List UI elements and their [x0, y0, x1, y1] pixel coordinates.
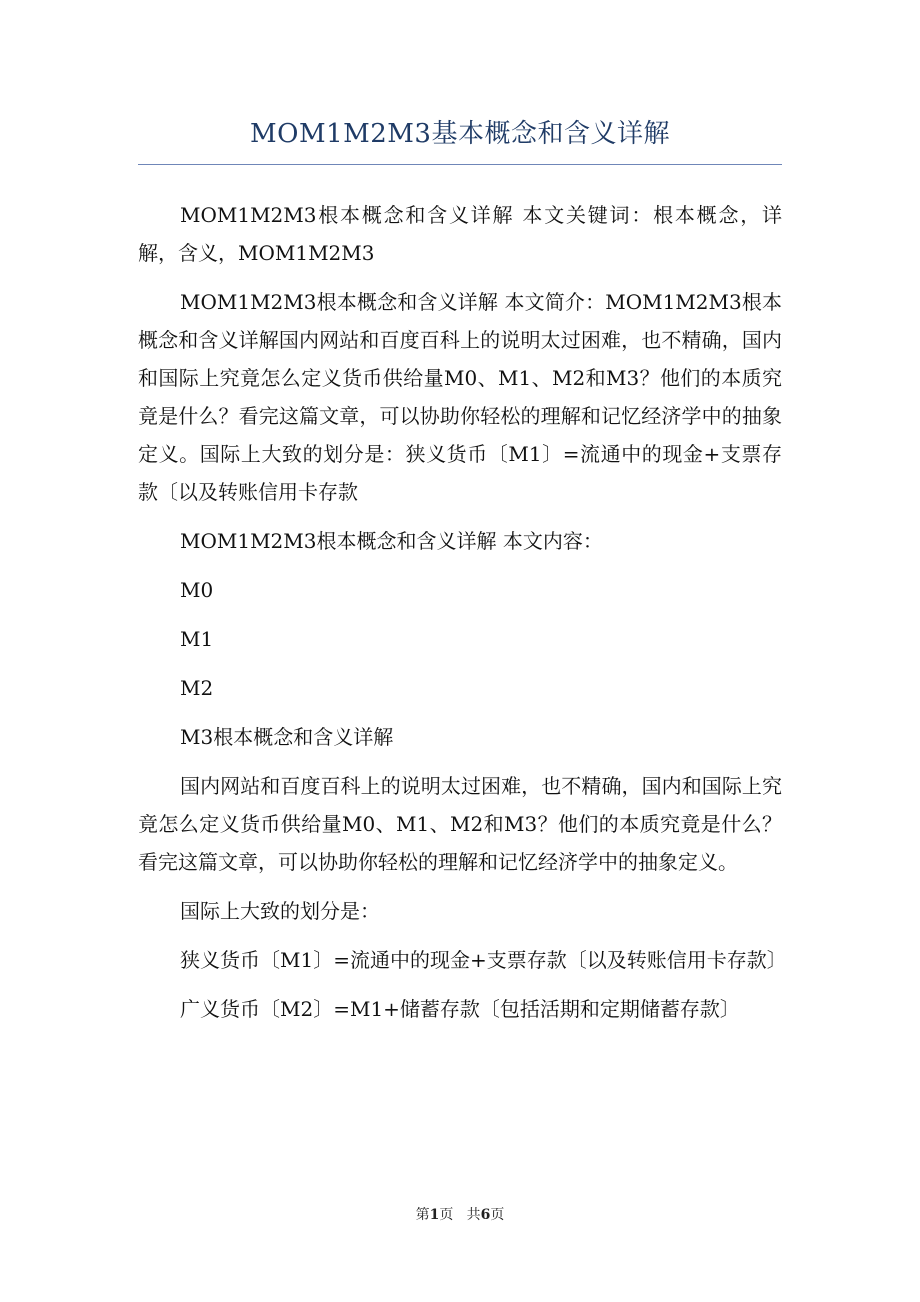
- list-item-m3: M3根本概念和含义详解: [180, 725, 394, 749]
- document-body: [138, 196, 787, 1039]
- document-title: MOM1M2M3基本概念和含义详解: [250, 119, 670, 149]
- paragraph-classification: 国际上大致的划分是：: [180, 899, 380, 923]
- list-item-m1: M1: [180, 627, 214, 651]
- current-page-number: 1: [429, 1207, 440, 1223]
- paragraph-content-heading: MOM1M2M3根本概念和含义详解 本文内容：: [180, 529, 603, 553]
- paragraph-m2-definition: 广义货币〔M2〕=M1+储蓄存款〔包括活期和定期储蓄存款〕: [180, 997, 740, 1021]
- paragraph-keywords: MOM1M2M3根本概念和含义详解 本文关键词：根本概念，详解，含义，MOM1M2M3: [138, 203, 782, 265]
- page-footer: [0, 1204, 920, 1224]
- footer-page-word: 页: [439, 1207, 454, 1223]
- footer-total-suffix: 页: [490, 1207, 505, 1223]
- paragraph-summary: MOM1M2M3根本概念和含义详解 本文简介：MOM1M2M3根本概念和含义详解国内网站和百度百科上的说明太过困难，也不精确，国内和国际上究竟怎么定义货币供给量M0、M1、M2和M3？他们的本质究竟是什么？看完这篇文章，可以协助你轻松的理解和记忆经济学中的抽象定义。国际上大致的划分是：狭义货币〔M1〕=流通中的现金+支票存款〔以及转账信用卡存款: [138, 290, 782, 504]
- paragraph-intro: 国内网站和百度百科上的说明太过困难，也不精确，国内和国际上究竟怎么定义货币供给量M0、M1、M2和M3？他们的本质究竟是什么？看完这篇文章，可以协助你轻松的理解和记忆经济学中的抽象定义。: [138, 774, 782, 874]
- list-item-m2: M2: [180, 676, 214, 700]
- paragraph-m1-definition: 狭义货币〔M1〕=流通中的现金+支票存款〔以及转账信用卡存款〕: [180, 948, 787, 972]
- title-divider: [138, 164, 782, 165]
- total-pages-number: 6: [480, 1207, 491, 1223]
- footer-total-prefix: 共: [466, 1207, 481, 1223]
- list-item-m0: M0: [180, 578, 214, 602]
- footer-prefix: 第: [415, 1207, 430, 1223]
